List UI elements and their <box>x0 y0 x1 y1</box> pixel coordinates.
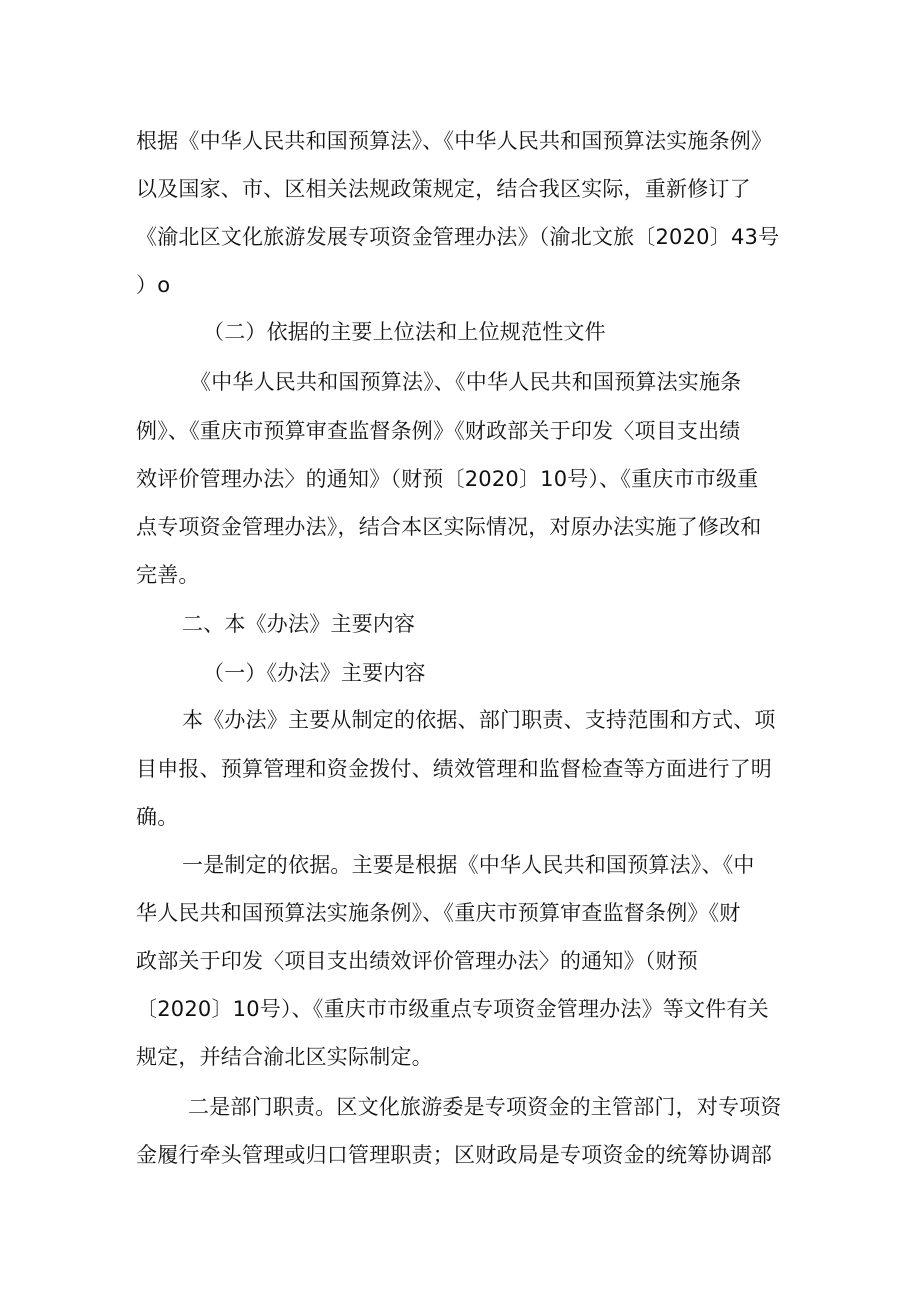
section-heading: （一）《办法》主要内容 <box>203 661 426 685</box>
text-line: ）o <box>136 273 171 297</box>
text-line: 《中华人民共和国预算法》、《中华人民共和国预算法实施条 <box>190 370 742 394</box>
text-line: 点专项资金管理办法》，结合本区实际情况，对原办法实施了修改和 <box>136 515 762 539</box>
text-line: 本《办法》主要从制定的依据、部门职责、支持范围和方式、项 <box>182 708 776 732</box>
text-line: 二是部门职责。区文化旅游委是专项资金的主管部门，对专项资 <box>188 1095 782 1119</box>
section-heading: 二、本《办法》主要内容 <box>182 612 416 636</box>
text-line: 确。 <box>136 805 179 829</box>
text-line: 根据《中华人民共和国预算法》、《中华人民共和国预算法实施条例》 <box>136 129 773 153</box>
text-line: 目申报、预算管理和资金拨付、绩效管理和监督检查等方面进行了明 <box>136 757 772 781</box>
text-line: 金履行牵头管理或归口管理职责；区财政局是专项资金的统筹协调部 <box>136 1143 772 1167</box>
text-line: 效评价管理办法〉的通知》（财预〔2020〕10号）、《重庆市市级重 <box>136 467 759 491</box>
section-heading: （二）依据的主要上位法和上位规范性文件 <box>203 320 606 344</box>
text-line: 一是制定的依据。主要是根据《中华人民共和国预算法》、《中 <box>182 853 755 877</box>
text-line: 以及国家、市、区相关法规政策规定，结合我区实际，重新修订了 <box>136 177 751 201</box>
text-line: 政部关于印发〈项目支出绩效评价管理办法〉的通知》（财预 <box>136 949 698 973</box>
text-line: 〔2020〕10号）、《重庆市市级重点专项资金管理办法》等文件有关 <box>136 997 769 1021</box>
text-line: 完善。 <box>136 563 200 587</box>
text-line: 规定，并结合渝北区实际制定。 <box>136 1045 433 1069</box>
text-line: 《渝北区文化旅游发展专项资金管理办法》（渝北文旅〔2020〕43号 <box>136 225 780 249</box>
text-line: 例》、《重庆市预算审查监督条例》《财政部关于印发〈项目支出绩 <box>136 419 741 443</box>
text-line: 华人民共和国预算法实施条例》、《重庆市预算审查监督条例》《财 <box>136 901 741 925</box>
